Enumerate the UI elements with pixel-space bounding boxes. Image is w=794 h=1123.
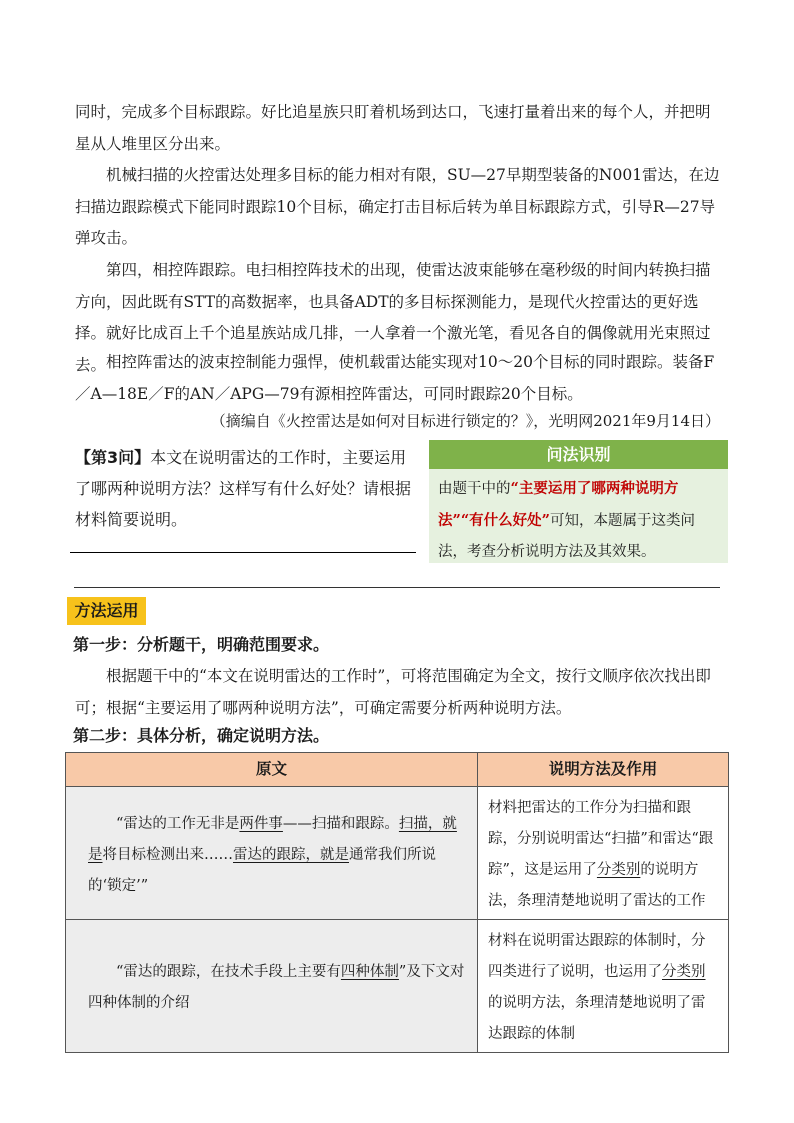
source-citation: （摘编自《火控雷达是如何对目标进行锁定的？》，光明网2021年9月14日） — [210, 412, 720, 430]
question-type-box — [429, 440, 728, 563]
question-type-title: 问法识别 — [429, 440, 728, 469]
cell-text-underlined: 扫描，就是 — [88, 815, 457, 863]
step-2-heading: 第二步：具体分析，确定说明方法。 — [73, 726, 330, 745]
paragraph-1: 同时，完成多个目标跟踪。好比追星族只盯着机场到达口，飞速打量着出来的每个人，并把明星从人堆里区分出来。 — [75, 103, 711, 153]
cell-text: 材料把雷达的工作分为扫描和跟踪，分别说明雷达“扫描”和雷达“跟踪”，这是运用了 — [488, 800, 714, 878]
paragraph-4: 相控阵雷达的波束控制能力强悍，使机载雷达能实现对10～20个目标的同时跟踪。装备F／A—18E／F的AN／APG—79有源相控阵雷达，可同时跟踪20个目标。 — [75, 353, 715, 403]
table-header-method: 说明方法及作用 — [478, 753, 729, 787]
cell-text: 的说明方法，条理清楚地说明了雷达跟踪的体制 — [488, 995, 706, 1042]
question-type-body — [429, 469, 728, 568]
step-1-text: 根据题干中的“本文在说明雷达的工作时”，可将范围确定为全文，按行文顺序依次找出即可；根据“主要运用了哪两种说明方法”，可确定需要分析两种说明方法。 — [75, 667, 711, 717]
cell-text: 通常我们所说的‘锁定’” — [88, 846, 436, 894]
analysis-table — [65, 752, 729, 1053]
cell-text: 的说明方法，条理清楚地说明了雷达的工作 — [488, 862, 706, 909]
table-cell-original — [66, 920, 478, 1053]
cell-text: ——扫描和跟踪。 — [282, 815, 399, 832]
cell-text-underlined: 雷达的跟踪，就是 — [233, 846, 349, 863]
question-3 — [75, 442, 420, 535]
table-row — [66, 787, 729, 920]
table-cell-method — [478, 787, 729, 920]
question-text: 本文在说明雷达的工作时，主要运用了哪两种说明方法？这样写有什么好处？请根据材料简要说明。 — [75, 448, 412, 529]
paragraph-3: 第四，相控阵跟踪。电扫相控阵技术的出现，使雷达波束能够在毫秒级的时间内转换扫描方向，因此既有STT的高数据率，也具备ADT的多目标探测能力，是现代火控雷达的更好选择。就好比成百上千个追星族站成几排，一人拿着一个激光笔，看见各自的偶像就用光束照过去。 — [75, 261, 711, 374]
cell-text: ”及下文对四种体制的介绍 — [88, 964, 465, 1011]
paragraph-2: 机械扫描的火控雷达处理多目标的能力相对有限，SU—27早期型装备的N001雷达，在边扫描边跟踪模式下能同时跟踪10个目标，确定打击目标后转为单目标跟踪方式，引导R—27导弹攻击。 — [75, 166, 720, 247]
cell-text: 材料在说明雷达跟踪的体制时，分四类进行了说明，也运用了 — [488, 933, 706, 980]
cell-text: “雷达的跟踪，在技术手段上主要有 — [116, 964, 341, 980]
cell-text-underlined: 分类别 — [596, 862, 641, 878]
tip-text-post: 可知，本题属于这类问法，考查分析说明方法及其效果。 — [438, 513, 696, 560]
method-badge: 方法运用 — [67, 597, 146, 625]
table-cell-original — [66, 787, 478, 920]
tip-text-pre: 由题干中的 — [438, 481, 511, 497]
answer-line — [70, 552, 416, 553]
cell-text: “雷达的工作无非是 — [116, 815, 240, 832]
step-1-heading: 第一步：分析题干，明确范围要求。 — [73, 635, 330, 654]
table-row — [66, 920, 729, 1053]
section-divider — [74, 587, 720, 588]
cell-text-underlined: 两件事 — [239, 815, 283, 832]
table-header-original: 原文 — [66, 753, 478, 787]
tip-highlight-1: “主要运用了哪两种说明方法” — [438, 480, 679, 529]
question-label: 【第3问】 — [75, 448, 151, 467]
table-header-row — [66, 753, 729, 787]
cell-text-underlined: 分类别 — [662, 964, 706, 980]
cell-text: 将目标检测出来…… — [102, 846, 233, 863]
cell-text-underlined: 四种体制 — [340, 964, 399, 980]
table-cell-method — [478, 920, 729, 1053]
tip-highlight-2: “有什么好处” — [460, 512, 551, 529]
